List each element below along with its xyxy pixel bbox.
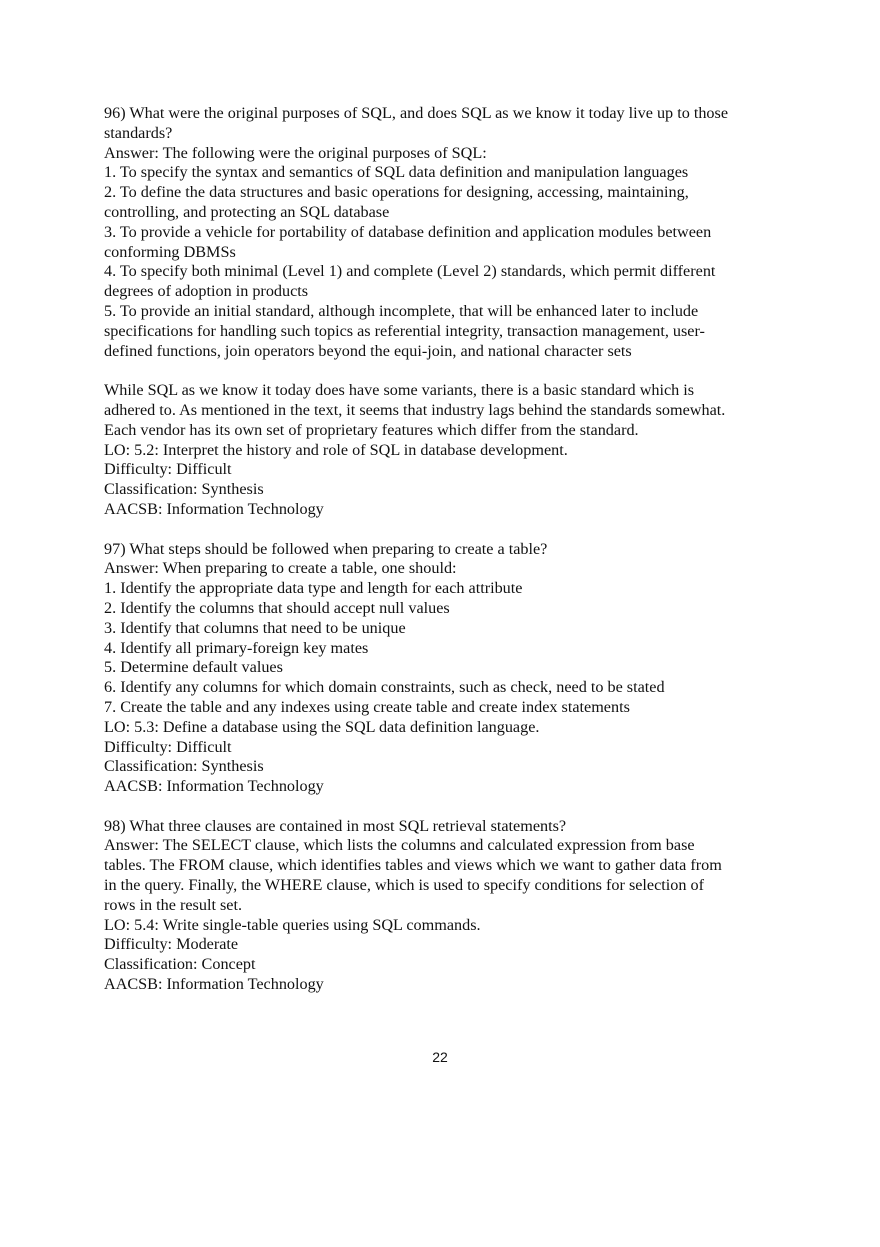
answer-line: controlling, and protecting an SQL database <box>104 202 390 221</box>
answer-line: 3. To provide a vehicle for portability of database definition and application modules between <box>104 222 712 241</box>
answer-line: rows in the result set. <box>104 895 243 914</box>
answer-line: Answer: When preparing to create a table, one should: <box>104 559 457 578</box>
paragraph-gap <box>104 361 784 381</box>
answer-line: 1. Identify the appropriate data type and length for each attribute <box>104 579 523 598</box>
answer-line: adhered to. As mentioned in the text, it seems that industry lags behind the standards somewhat. <box>104 400 726 419</box>
answer-line: Answer: The following were the original purposes of SQL: <box>104 143 487 162</box>
answer-line: 7. Create the table and any indexes using create table and create index statements <box>104 697 630 716</box>
answer-line: conforming DBMSs <box>104 242 236 261</box>
classification: Classification: Synthesis <box>104 480 264 499</box>
question-text: 98) What three clauses are contained in most SQL retrieval statements? <box>104 816 567 835</box>
learning-objective: LO: 5.4: Write single-table queries using SQL commands. <box>104 915 481 934</box>
learning-objective: LO: 5.2: Interpret the history and role of SQL in database development. <box>104 440 568 459</box>
answer-line: 5. To provide an initial standard, although incomplete, that will be enhanced later to include <box>104 301 699 320</box>
answer-line: 3. Identify that columns that need to be unique <box>104 618 406 637</box>
difficulty: Difficulty: Moderate <box>104 935 239 954</box>
question-text: 97) What steps should be followed when preparing to create a table? <box>104 539 548 558</box>
question-gap <box>104 520 784 540</box>
classification: Classification: Concept <box>104 955 256 974</box>
question-block-97 <box>104 540 784 797</box>
answer-line: 2. Identify the columns that should accept null values <box>104 598 450 617</box>
learning-objective: LO: 5.3: Define a database using the SQL data definition language. <box>104 717 540 736</box>
answer-line: 6. Identify any columns for which domain constraints, such as check, need to be stated <box>104 678 665 697</box>
answer-line: Answer: The SELECT clause, which lists the columns and calculated expression from base <box>104 836 695 855</box>
answer-line: While SQL as we know it today does have some variants, there is a basic standard which is <box>104 381 695 400</box>
question-block-96 <box>104 104 784 520</box>
answer-line: 4. To specify both minimal (Level 1) and complete (Level 2) standards, which permit different <box>104 262 716 281</box>
aacsb: AACSB: Information Technology <box>104 499 324 518</box>
answer-line: Each vendor has its own set of proprietary features which differ from the standard. <box>104 420 639 439</box>
answer-line: tables. The FROM clause, which identifies tables and views which we want to gather data from <box>104 856 722 875</box>
answer-line: defined functions, join operators beyond the equi-join, and national character sets <box>104 341 632 360</box>
answer-line: 2. To define the data structures and basic operations for designing, accessing, maintaining, <box>104 183 689 202</box>
answer-line: 1. To specify the syntax and semantics of SQL data definition and manipulation languages <box>104 163 689 182</box>
answer-line: 5. Determine default values <box>104 658 283 677</box>
aacsb: AACSB: Information Technology <box>104 777 324 796</box>
question-text: 96) What were the original purposes of SQL, and does SQL as we know it today live up to those <box>104 104 729 122</box>
answer-line: in the query. Finally, the WHERE clause, which is used to specify conditions for selection of <box>104 876 705 895</box>
page-number: 22 <box>432 1049 448 1065</box>
aacsb: AACSB: Information Technology <box>104 975 324 994</box>
question-gap <box>104 797 784 817</box>
classification: Classification: Synthesis <box>104 757 264 776</box>
document-page <box>104 104 784 995</box>
difficulty: Difficulty: Difficult <box>104 737 232 756</box>
answer-line: specifications for handling such topics as referential integrity, transaction management, user- <box>104 321 705 340</box>
question-block-98 <box>104 817 784 995</box>
answer-line: degrees of adoption in products <box>104 282 309 301</box>
difficulty: Difficulty: Difficult <box>104 460 232 479</box>
answer-line: 4. Identify all primary-foreign key mates <box>104 638 369 657</box>
question-text: standards? <box>104 123 173 142</box>
